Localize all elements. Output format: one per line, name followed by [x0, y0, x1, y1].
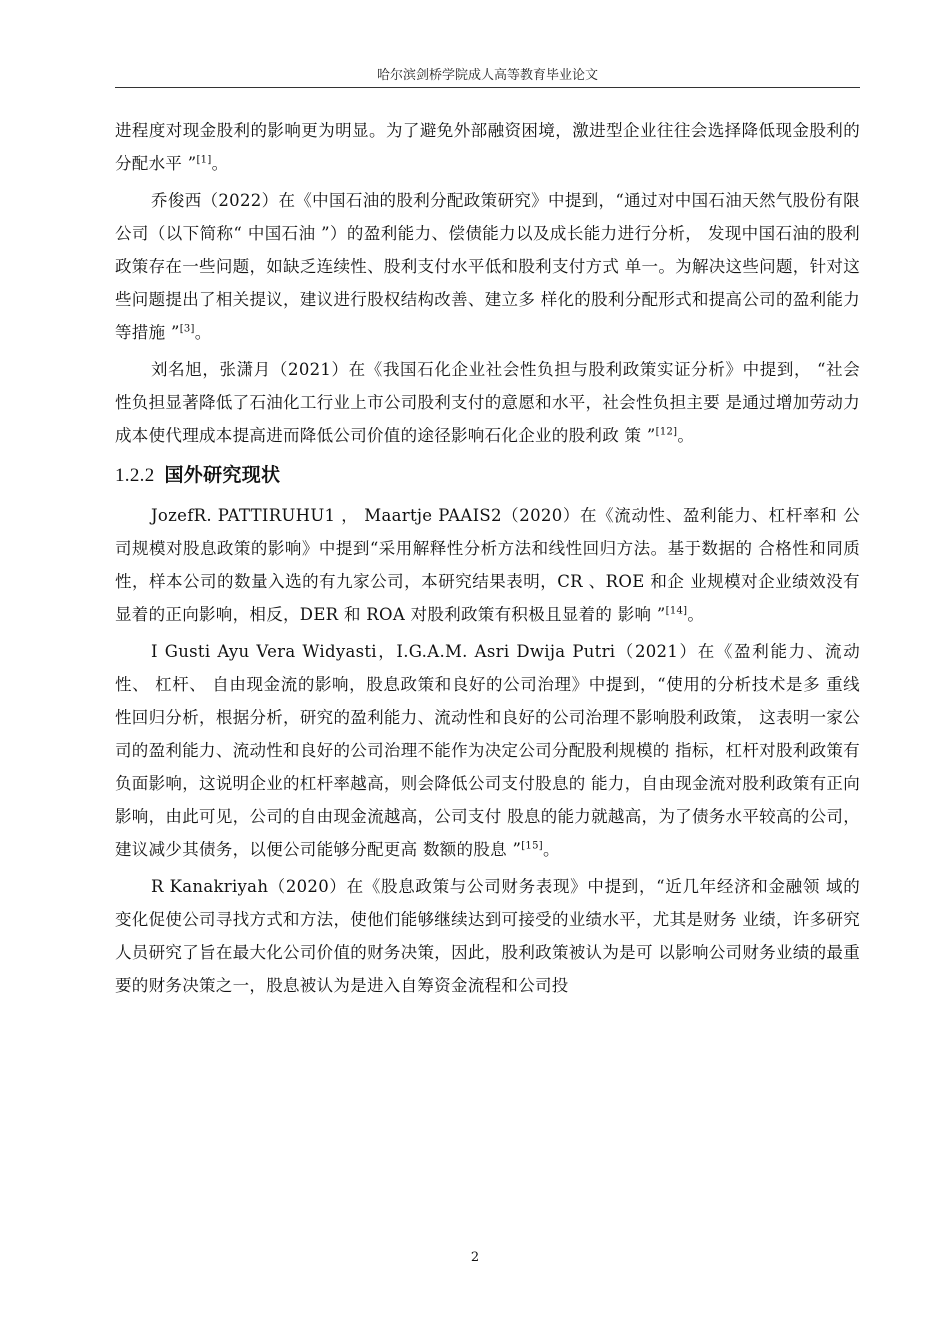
- paragraph-5-text: I Gusti Ayu Vera Widyasti，I.G.A.M. Asri Dwija Putri（2021）在《盈利能力、流动性、 杠杆、 自由现金流的影响，股息政策和良好的公司治理》中提到，“使用的分析技术是多 重线性回归分析，根据分析，研究的盈利能力、流动性和良好的公司治理不影响股利政策， 这表明一家公司的盈利能力、流动性和良好的公司治理不能作为决定公司分配股利规模的 指标，杠杆对股利政策有负面影响，这说明企业的杠杆率越高，则会降低公司支付股息的 能力，自由现金流对股利政策有正向影响，由此可见，公司的自由现金流越高，公司支付 股息的能力就越高，为了债务水平较高的公司，建议减少其债务，以便公司能够分配更高 数额的股息 ”: [115, 642, 860, 859]
- citation-ref: [1]: [196, 154, 212, 166]
- running-header: 哈尔滨剑桥学院成人高等教育毕业论文: [376, 68, 598, 83]
- body-text: [115, 114, 860, 1002]
- paragraph-4-end: 。: [687, 605, 705, 624]
- paragraph-5: [115, 635, 860, 866]
- paragraph-5-end: 。: [542, 840, 560, 859]
- paragraph-1-end: 。: [211, 154, 229, 173]
- paragraph-3-text: 刘名旭，张潇月（2021）在《我国石化企业社会性负担与股利政策实证分析》中提到， “社会性负担显著降低了石油化工行业上市公司股利支付的意愿和水平，社会性负担主要 是通过增加劳动力成本使代理成本提高进而降低公司价值的途径影响石化企业的股利政 策 ”: [115, 360, 860, 445]
- page-number: 2: [470, 1250, 480, 1265]
- paragraph-6: R Kanakriyah（2020）在《股息政策与公司财务表现》中提到，“近几年经济和金融领 域的变化促使公司寻找方式和方法，使他们能够继续达到可接受的业绩水平，尤其是财务 业绩，许多研究人员研究了旨在最大化公司价值的财务决策，因此，股利政策被认为是可 以影响公司财务业绩的最重要的财务决策之一，股息被认为是进入自筹资金流程和公司投: [115, 877, 860, 995]
- header-divider: [115, 87, 860, 88]
- paragraph-2-text: 乔俊西（2022）在《中国石油的股利分配政策研究》中提到，“通过对中国石油天然气股份有限公司（以下简称“ 中国石油 ”）的盈利能力、偿债能力以及成长能力进行分析， 发现中国石油的股利政策存在一些问题，如缺乏连续性、股利支付水平低和股利支付方式 单一。为解决这些问题，针对这些问题提出了相关提议，建议进行股权结构改善、建立多 样化的股利分配形式和提高公司的盈利能力等措施 ”: [115, 191, 860, 342]
- paragraph-2: [115, 184, 860, 349]
- paragraph-2-end: 。: [194, 323, 212, 342]
- paragraph-1-text: 进程度对现金股利的影响更为明显。为了避免外部融资困境，激进型企业往往会选择降低现金股利的分配水平 ”: [115, 121, 860, 173]
- citation-ref: [12]: [655, 426, 678, 438]
- section-title: 国外研究现状: [164, 464, 281, 486]
- section-heading: [115, 458, 860, 493]
- paragraph-3: [115, 353, 860, 452]
- section-number: 1.2.2: [115, 465, 155, 486]
- citation-ref: [3]: [179, 323, 195, 335]
- paragraph-3-end: 。: [677, 426, 695, 445]
- paragraph-4: [115, 499, 860, 631]
- paragraph-4-text: JozefR. PATTIRUHU1 ， Maartje PAAIS2（2020）在《流动性、盈利能力、杠杆率和 公司规模对股息政策的影响》中提到“采用解释性分析方法和线性回归方法。基于数据的 合格性和同质性，样本公司的数量入选的有九家公司，本研究结果表明，CR 、ROE 和企 业规模对企业绩效没有显着的正向影响，相反，DER 和 ROA 对股利政策有积极且显着的 影响 ”: [115, 506, 860, 624]
- citation-ref: [14]: [665, 605, 688, 617]
- citation-ref: [15]: [521, 840, 543, 852]
- paragraph-1: [115, 114, 860, 180]
